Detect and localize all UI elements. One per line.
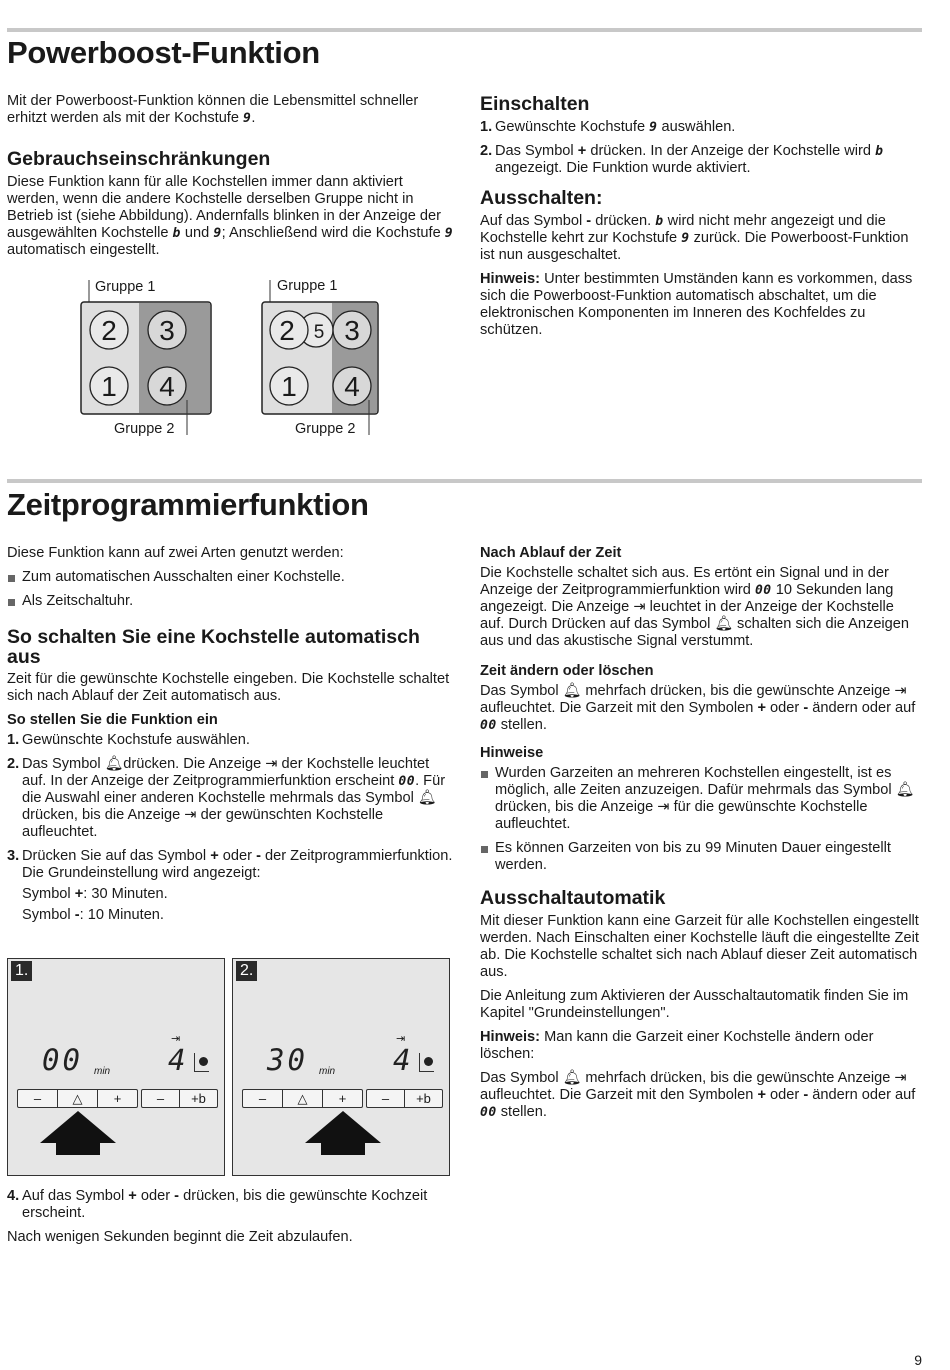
- bell-icon: 🔔︎: [714, 616, 733, 632]
- list-item: 2. Das Symbol + drücken. In der Anzeige der Kochstelle wird b angezeigt. Die Funktion wurde aktiviert.: [480, 143, 884, 176]
- auto-shutoff-note: Hinweis: Man kann die Garzeit einer Kochstelle ändern oder löschen:: [480, 1029, 874, 1062]
- timer-start-note: Nach wenigen Sekunden beginnt die Zeit abzulaufen.: [7, 1229, 353, 1245]
- minus-button[interactable]: –: [33, 1091, 42, 1106]
- timer-left-column: [7, 545, 455, 931]
- plus-boost-button[interactable]: +b: [416, 1091, 431, 1106]
- timer-indicator-icon: ⇥: [396, 1033, 406, 1045]
- list-item: Als Zeitschaltuhr.: [7, 593, 455, 610]
- group1-label-right: Gruppe 1: [277, 278, 338, 294]
- change-text: Das Symbol 🔔︎ mehrfach drücken, bis die gewünschte Anzeige ⇥ aufleuchtet. Die Garzeit mit den Symbolen + oder - ändern oder auf 00 stellen.: [480, 683, 916, 733]
- switch-on-steps: [480, 119, 922, 177]
- restrictions-text: Diese Funktion kann für alle Kochstellen immer dann aktiviert werden, wenn die andere Kochstelle derselben Gruppe nicht in Betrieb ist (siehe Abbildung). Andernfalls blinken in der Anzeige der ausgewählten Kochstelle b und 9; Anschließend wird die Kochstufe 9 automatisch eingestellt.: [7, 174, 454, 258]
- hob-groups-diagram: [70, 272, 390, 442]
- panel-label: 2.: [236, 961, 257, 981]
- section-rule-2: [7, 479, 922, 483]
- list-item: 1. Gewünschte Kochstufe auswählen.: [7, 732, 250, 748]
- timer-indicator-icon: ⇥: [894, 1070, 907, 1086]
- zone-number: 1: [281, 371, 297, 402]
- timer-indicator-icon: ⇥: [894, 683, 907, 699]
- auto-off-text: Zeit für die gewünschte Kochstelle eingeben. Die Kochstelle schaltet sich nach Ablauf der Zeit automatisch aus.: [7, 671, 450, 704]
- group2-label-left: Gruppe 2: [114, 421, 175, 437]
- auto-shutoff-p2: Die Anleitung zum Aktivieren der Ausschaltautomatik finden Sie im Kapitel "Grundeinstellungen".: [480, 988, 909, 1021]
- minus-symbol: -: [803, 1087, 809, 1103]
- level-9-glyph: 9: [213, 226, 222, 241]
- zone-number: 3: [344, 315, 360, 346]
- zero-digits-glyph: 00: [480, 1105, 497, 1120]
- page-number: 9: [914, 1352, 922, 1368]
- switch-off-text: Auf das Symbol - drücken. b wird nicht mehr angezeigt und die Kochstelle kehrt zur Kochstufe 9 zurück. Die Powerboost-Funktion ist nun ausgeschaltet.: [480, 213, 909, 263]
- arrow-pointer-icon: [303, 1109, 383, 1157]
- zone-number: 3: [159, 315, 175, 346]
- zone-number: 2: [101, 315, 117, 346]
- auto-off-heading: So schalten Sie eine Kochstelle automatisch aus: [7, 626, 420, 668]
- powerboost-title: Powerboost-Funktion: [7, 35, 320, 70]
- zone-number: 4: [159, 371, 175, 402]
- timer-indicator-icon: ⇥: [265, 756, 278, 772]
- timer-display: 30: [267, 1043, 308, 1077]
- panel-label: 1.: [11, 961, 32, 981]
- plus-boost-button[interactable]: +b: [191, 1091, 206, 1106]
- list-item: 4. Auf das Symbol + oder - drücken, bis die gewünschte Kochzeit erscheint.: [7, 1188, 428, 1221]
- zone-display: 4: [168, 1043, 189, 1077]
- timer-title: Zeitprogrammierfunktion: [7, 487, 369, 522]
- list-item: Wurden Garzeiten an mehreren Kochstellen eingestellt, ist es möglich, alle Zeiten anzuzeigen. Dafür mehrmals das Symbol 🔔︎ drücken, bis die Anzeige ⇥ für die gewünschte Kochstelle aufleuchtet.: [480, 765, 922, 833]
- zero-digits-glyph: 00: [398, 774, 416, 789]
- minus-symbol: -: [256, 848, 261, 864]
- list-item: Zum automatischen Ausschalten einer Kochstelle.: [7, 569, 455, 586]
- plus-button[interactable]: +: [113, 1091, 122, 1106]
- zone-number: 1: [101, 371, 117, 402]
- plus-symbol: +: [757, 700, 766, 716]
- timer-indicator-icon: ⇥: [184, 807, 197, 823]
- switch-on-heading: Einschalten: [480, 93, 590, 115]
- auto-shutoff-heading: Ausschaltautomatik: [480, 887, 666, 909]
- plus-symbol: +: [577, 143, 587, 159]
- plus-symbol: +: [210, 848, 219, 864]
- bell-icon: 🔔︎: [104, 756, 124, 772]
- powerboost-note: Hinweis: Unter bestimmten Umständen kann es vorkommen, dass sich die Powerboost-Funktion automatisch abschaltet, um die elektronischen Komponenten im Inneren des Kochfeldes zu schützen.: [480, 271, 913, 338]
- group1-label-left: Gruppe 1: [95, 279, 156, 295]
- plus-symbol: +: [757, 1087, 766, 1103]
- list-item: Es können Garzeiten von bis zu 99 Minuten Dauer eingestellt werden.: [480, 840, 922, 874]
- bell-icon: 🔔︎: [417, 790, 437, 806]
- level-9-glyph: 9: [649, 120, 658, 135]
- list-item: 2. Das Symbol 🔔︎drücken. Die Anzeige ⇥ der Kochstelle leuchtet auf. In der Anzeige der Zeitprogrammierfunktion erscheint 00. Für die Auswahl einer anderen Kochstelle mehrmals das Symbol 🔔︎ drücken, bis die Anzeige ⇥ der gewünschten Kochstelle aufleuchtet.: [7, 756, 446, 840]
- bell-button[interactable]: △: [282, 1090, 323, 1107]
- list-item: 1. Gewünschte Kochstufe 9 auswählen.: [480, 119, 736, 135]
- zone-display: 4: [393, 1043, 414, 1077]
- after-time-heading: Nach Ablauf der Zeit: [480, 545, 622, 561]
- timer-display: 00: [42, 1043, 83, 1077]
- default-minus-line: Symbol -: 10 Minuten.: [22, 907, 164, 923]
- timer-left-after-panels: [7, 1188, 455, 1253]
- list-item: 3. Drücken Sie auf das Symbol + oder - der Zeitprogrammierfunktion. Die Grundeinstellung wird angezeigt: Symbol +: 30 Minuten. Symbol -: 10 Minuten.: [7, 848, 455, 924]
- bell-icon: 🔔︎: [562, 1070, 582, 1086]
- zero-digits-glyph: 00: [754, 583, 772, 598]
- minus-symbol: -: [803, 700, 809, 716]
- zone-controls: [366, 1089, 443, 1108]
- timer-intro: Diese Funktion kann auf zwei Arten genutzt werden:: [7, 545, 344, 561]
- timer-uses-list: [7, 569, 455, 610]
- bell-icon: 🔔︎: [895, 782, 915, 798]
- switch-off-heading: Ausschalten:: [480, 187, 603, 209]
- powerboost-intro: Mit der Powerboost-Funktion können die Lebensmittel schneller erhitzt werden als mit der Kochstufe 9.: [7, 93, 419, 126]
- default-plus-line: Symbol +: 30 Minuten.: [22, 886, 168, 902]
- section-rule-1: [7, 28, 922, 32]
- group2-label-right: Gruppe 2: [295, 421, 356, 437]
- minus-button[interactable]: –: [142, 1090, 180, 1107]
- minus-symbol: -: [586, 213, 592, 229]
- setup-subheading: So stellen Sie die Funktion ein: [7, 712, 218, 728]
- zone-mark: [419, 1053, 434, 1072]
- arrow-pointer-icon: [38, 1109, 118, 1157]
- zone-number: 5: [313, 322, 325, 343]
- hints-list: [480, 765, 922, 874]
- timer-steps: [7, 732, 455, 924]
- hints-heading: Hinweise: [480, 745, 544, 761]
- timer-indicator-icon: ⇥: [171, 1033, 181, 1045]
- control-panel-step1: [7, 958, 225, 1176]
- level-9-glyph: 9: [444, 226, 454, 241]
- minus-symbol: -: [174, 1188, 180, 1204]
- boost-b-glyph: b: [655, 214, 664, 229]
- auto-shutoff-p1: Mit dieser Funktion kann eine Garzeit für alle Kochstellen eingestellt werden. Nach Einschalten einer Kochstelle läuft die eingestellte Zeit ab. Die Kochstelle schaltet sich nach Ablauf dieser Zeit automatisch aus.: [480, 913, 919, 980]
- timer-controls: [17, 1089, 138, 1108]
- control-panel-step2: [232, 958, 450, 1176]
- bell-icon: 🔔︎: [562, 683, 582, 699]
- timer-controls: [242, 1089, 363, 1108]
- zone-number: 4: [344, 371, 360, 402]
- zone-mark: [194, 1053, 209, 1072]
- bell-button[interactable]: △: [57, 1090, 98, 1107]
- zero-digits-glyph: 00: [480, 718, 497, 733]
- timer-indicator-icon: ⇥: [657, 799, 670, 815]
- min-unit: min: [94, 1066, 111, 1077]
- auto-shutoff-p3: Das Symbol 🔔︎ mehrfach drücken, bis die gewünschte Anzeige ⇥ aufleuchtet. Die Garzeit mit den Symbolen + oder - ändern oder auf 00 stellen.: [480, 1070, 916, 1120]
- level-9-glyph: 9: [243, 111, 252, 126]
- zone-controls: [141, 1089, 218, 1108]
- plus-button[interactable]: +: [338, 1091, 347, 1106]
- level-9-glyph: 9: [681, 231, 690, 246]
- boost-b-glyph: b: [172, 226, 181, 241]
- boost-b-glyph: b: [875, 144, 884, 159]
- zone-number: 2: [279, 315, 295, 346]
- timer-indicator-icon: ⇥: [633, 599, 646, 615]
- after-time-text: Die Kochstelle schaltet sich aus. Es ertönt ein Signal und in der Anzeige der Zeitprogrammierfunktion wird 00 10 Sekunden lang angezeigt. Die Anzeige ⇥ leuchtet in der Anzeige der Kochstelle auf. Durch Drücken auf das Symbol 🔔︎ schalten sich die Anzeigen aus und das akustische Signal verstummt.: [480, 565, 910, 649]
- powerboost-right-column: [480, 93, 922, 346]
- timer-right-column: [480, 545, 922, 1128]
- minus-button[interactable]: –: [258, 1091, 267, 1106]
- min-unit: min: [319, 1066, 336, 1077]
- restrictions-heading: Gebrauchseinschränkungen: [7, 148, 271, 170]
- powerboost-left-column: [7, 93, 455, 266]
- change-heading: Zeit ändern oder löschen: [480, 663, 654, 679]
- timer-steps-cont: [7, 1188, 455, 1222]
- plus-symbol: +: [128, 1188, 137, 1204]
- minus-button[interactable]: –: [367, 1090, 405, 1107]
